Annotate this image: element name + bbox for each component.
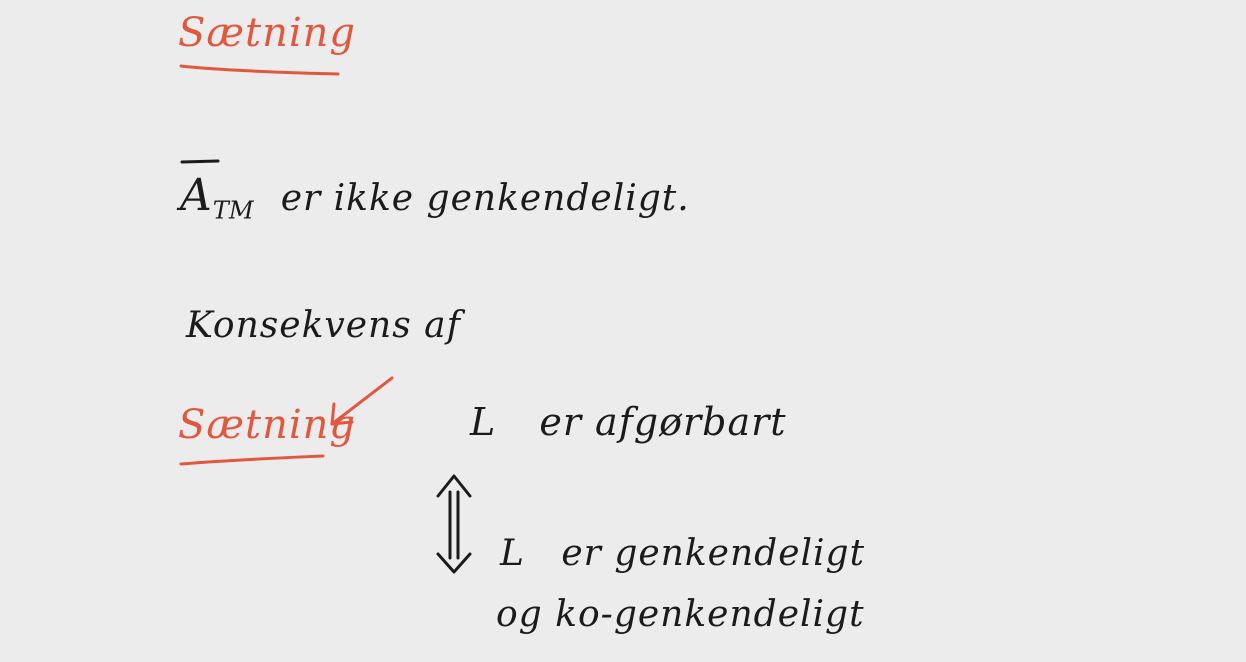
language-a-symbol: A bbox=[180, 170, 213, 221]
theorem-text-2: er genkendeligt bbox=[561, 533, 866, 574]
heading-1-underline bbox=[178, 60, 348, 82]
theorem-line-2 bbox=[500, 533, 865, 574]
theorem-line-1 bbox=[470, 400, 787, 444]
pointer-arrow-icon bbox=[320, 372, 400, 434]
corollary-label: Konsekvens af bbox=[186, 305, 461, 346]
complement-bar bbox=[180, 158, 220, 168]
statement-line bbox=[180, 170, 690, 224]
theorem-symbol-l-1: L bbox=[470, 400, 497, 444]
heading-saetning-1: Sætning bbox=[178, 10, 356, 56]
equivalence-arrow-icon bbox=[432, 470, 478, 580]
heading-2-underline bbox=[178, 450, 338, 472]
theorem-line-3: og ko-genkendeligt bbox=[496, 594, 865, 635]
theorem-symbol-l-2: L bbox=[500, 533, 525, 574]
statement-text: er ikke genkendeligt. bbox=[280, 178, 690, 219]
theorem-text-1: er afgørbart bbox=[539, 400, 787, 444]
heading-saetning-2: Sætning bbox=[178, 402, 356, 448]
language-a-subscript: TM bbox=[212, 196, 254, 225]
